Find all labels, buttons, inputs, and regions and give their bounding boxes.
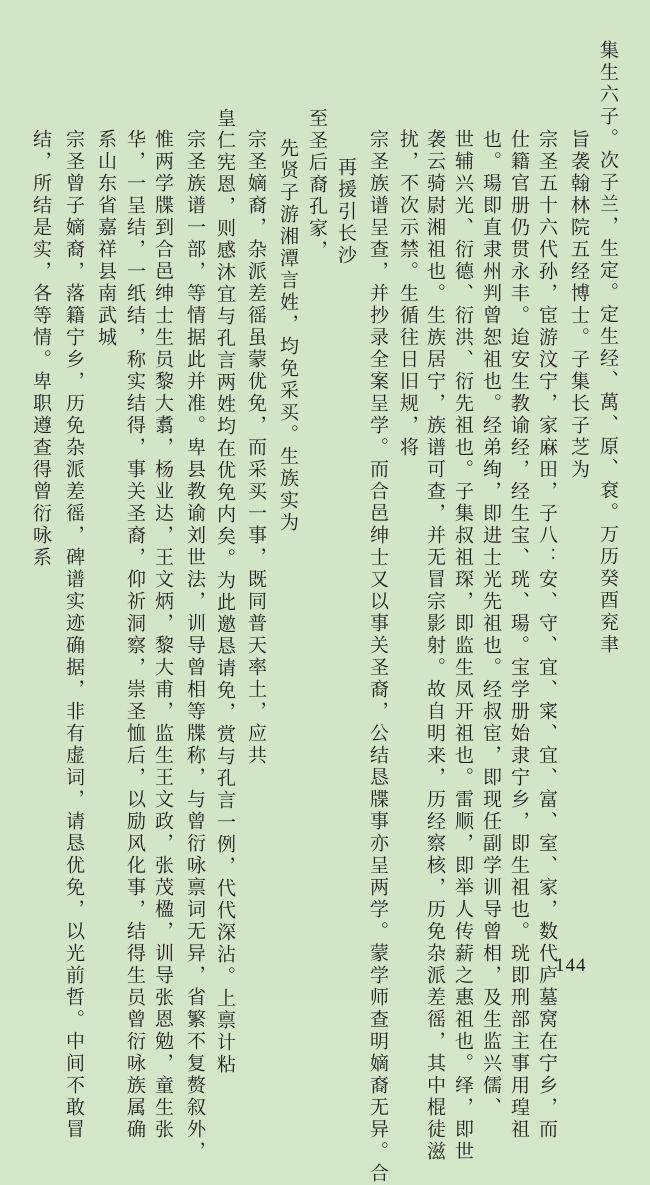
- page-number: 144: [555, 955, 587, 976]
- text-column: 华，一呈结，一纸结，称实结得，事关圣裔，仰祈洞察，崇圣恤后，以励风化事，结得生员曾衍咏族属确: [124, 129, 146, 1141]
- text-column: 宗圣族谱一部，等情据此并准。卑县教谕刘世法，训导曾相等牒称，与曾衍咏禀词无异，省繁不复赘叙外，: [184, 129, 206, 1163]
- text-column: 宗圣族谱呈查，并抄录全案呈学。而合邑绅士又以事关圣裔，公结恳牒事亦呈两学。蒙学师查明嫡裔无异。合: [367, 129, 389, 1185]
- text-column: 宗圣五十六代孙，宦游汶宁，家麻田，子八：安、守、宜、寀、宜、富、室、家，数代庐墓窝在宁乡，而: [536, 129, 558, 1141]
- text-column: 宗圣嫡裔，杂派差徭虽蒙优免，而采买一事，既同普天率土，应共: [245, 129, 267, 767]
- text-column: 袭云骑尉湘祖也。生族居宁，族谱可查，并无冒宗影射。故自明来，历经察核，历免杂派差徭，其中棍徒滋: [424, 129, 446, 1163]
- text-column: 也。瑒即直隶州判曾恕祖也。经弟绚，即进士光先祖也。经叔宦，即现任副学训导曾相，及生监兴儒、: [480, 129, 502, 1119]
- text-column: 系山东省嘉祥县南武城: [95, 129, 117, 349]
- text-column: 旨袭翰林院五经博士。子集长子芝为: [568, 129, 590, 481]
- text-column: 仕籍官册仍贯永丰。迨安生教谕经，经生宝、珖、瑒。宝学册始隶宁乡，即生祖也。珖即刑部主事用瑝祖: [508, 129, 530, 1141]
- text-column: 惟两学牒到合邑绅士生员黎大翥，杨业达，王文炳，黎大甫，监生王文政，张茂楹，训导张恩勉，童生张: [152, 129, 174, 1141]
- text-column: 宗圣曾子嫡裔，落籍宁乡，历免杂派差徭，碑谱实迹确据，非有虚词，请恳优免，以光前哲。中间不敢冒: [63, 129, 85, 1141]
- text-column: 世辅兴光、衍德、衍洪、衍先祖也。子集叔祖琛，即监生凤开祖也。雷顺，即举人传薪之惠祖也。绎，即世: [452, 129, 474, 1163]
- text-column: 结，所结是实，各等情。卑职遵查得曾衍咏系: [30, 129, 52, 569]
- text-column: 扰，不次示禁。生循往日旧规，将: [397, 129, 419, 459]
- text-column: 集生六子。次子兰，生定。定生经、萬、原、袞。万历癸酉兖聿: [597, 40, 619, 656]
- text-column: 先贤子游湘潭言姓，均免采买。生族实为: [277, 138, 299, 534]
- text-column: 再援引长沙: [335, 157, 357, 267]
- text-column: 皇仁宪恩，则感沐宜与孔言两姓均在优免内矣。为此邀恳请免，赏与孔言一例，代代深沾。上禀计粘: [214, 108, 236, 1076]
- text-column: 至圣后裔孔家，: [306, 108, 328, 262]
